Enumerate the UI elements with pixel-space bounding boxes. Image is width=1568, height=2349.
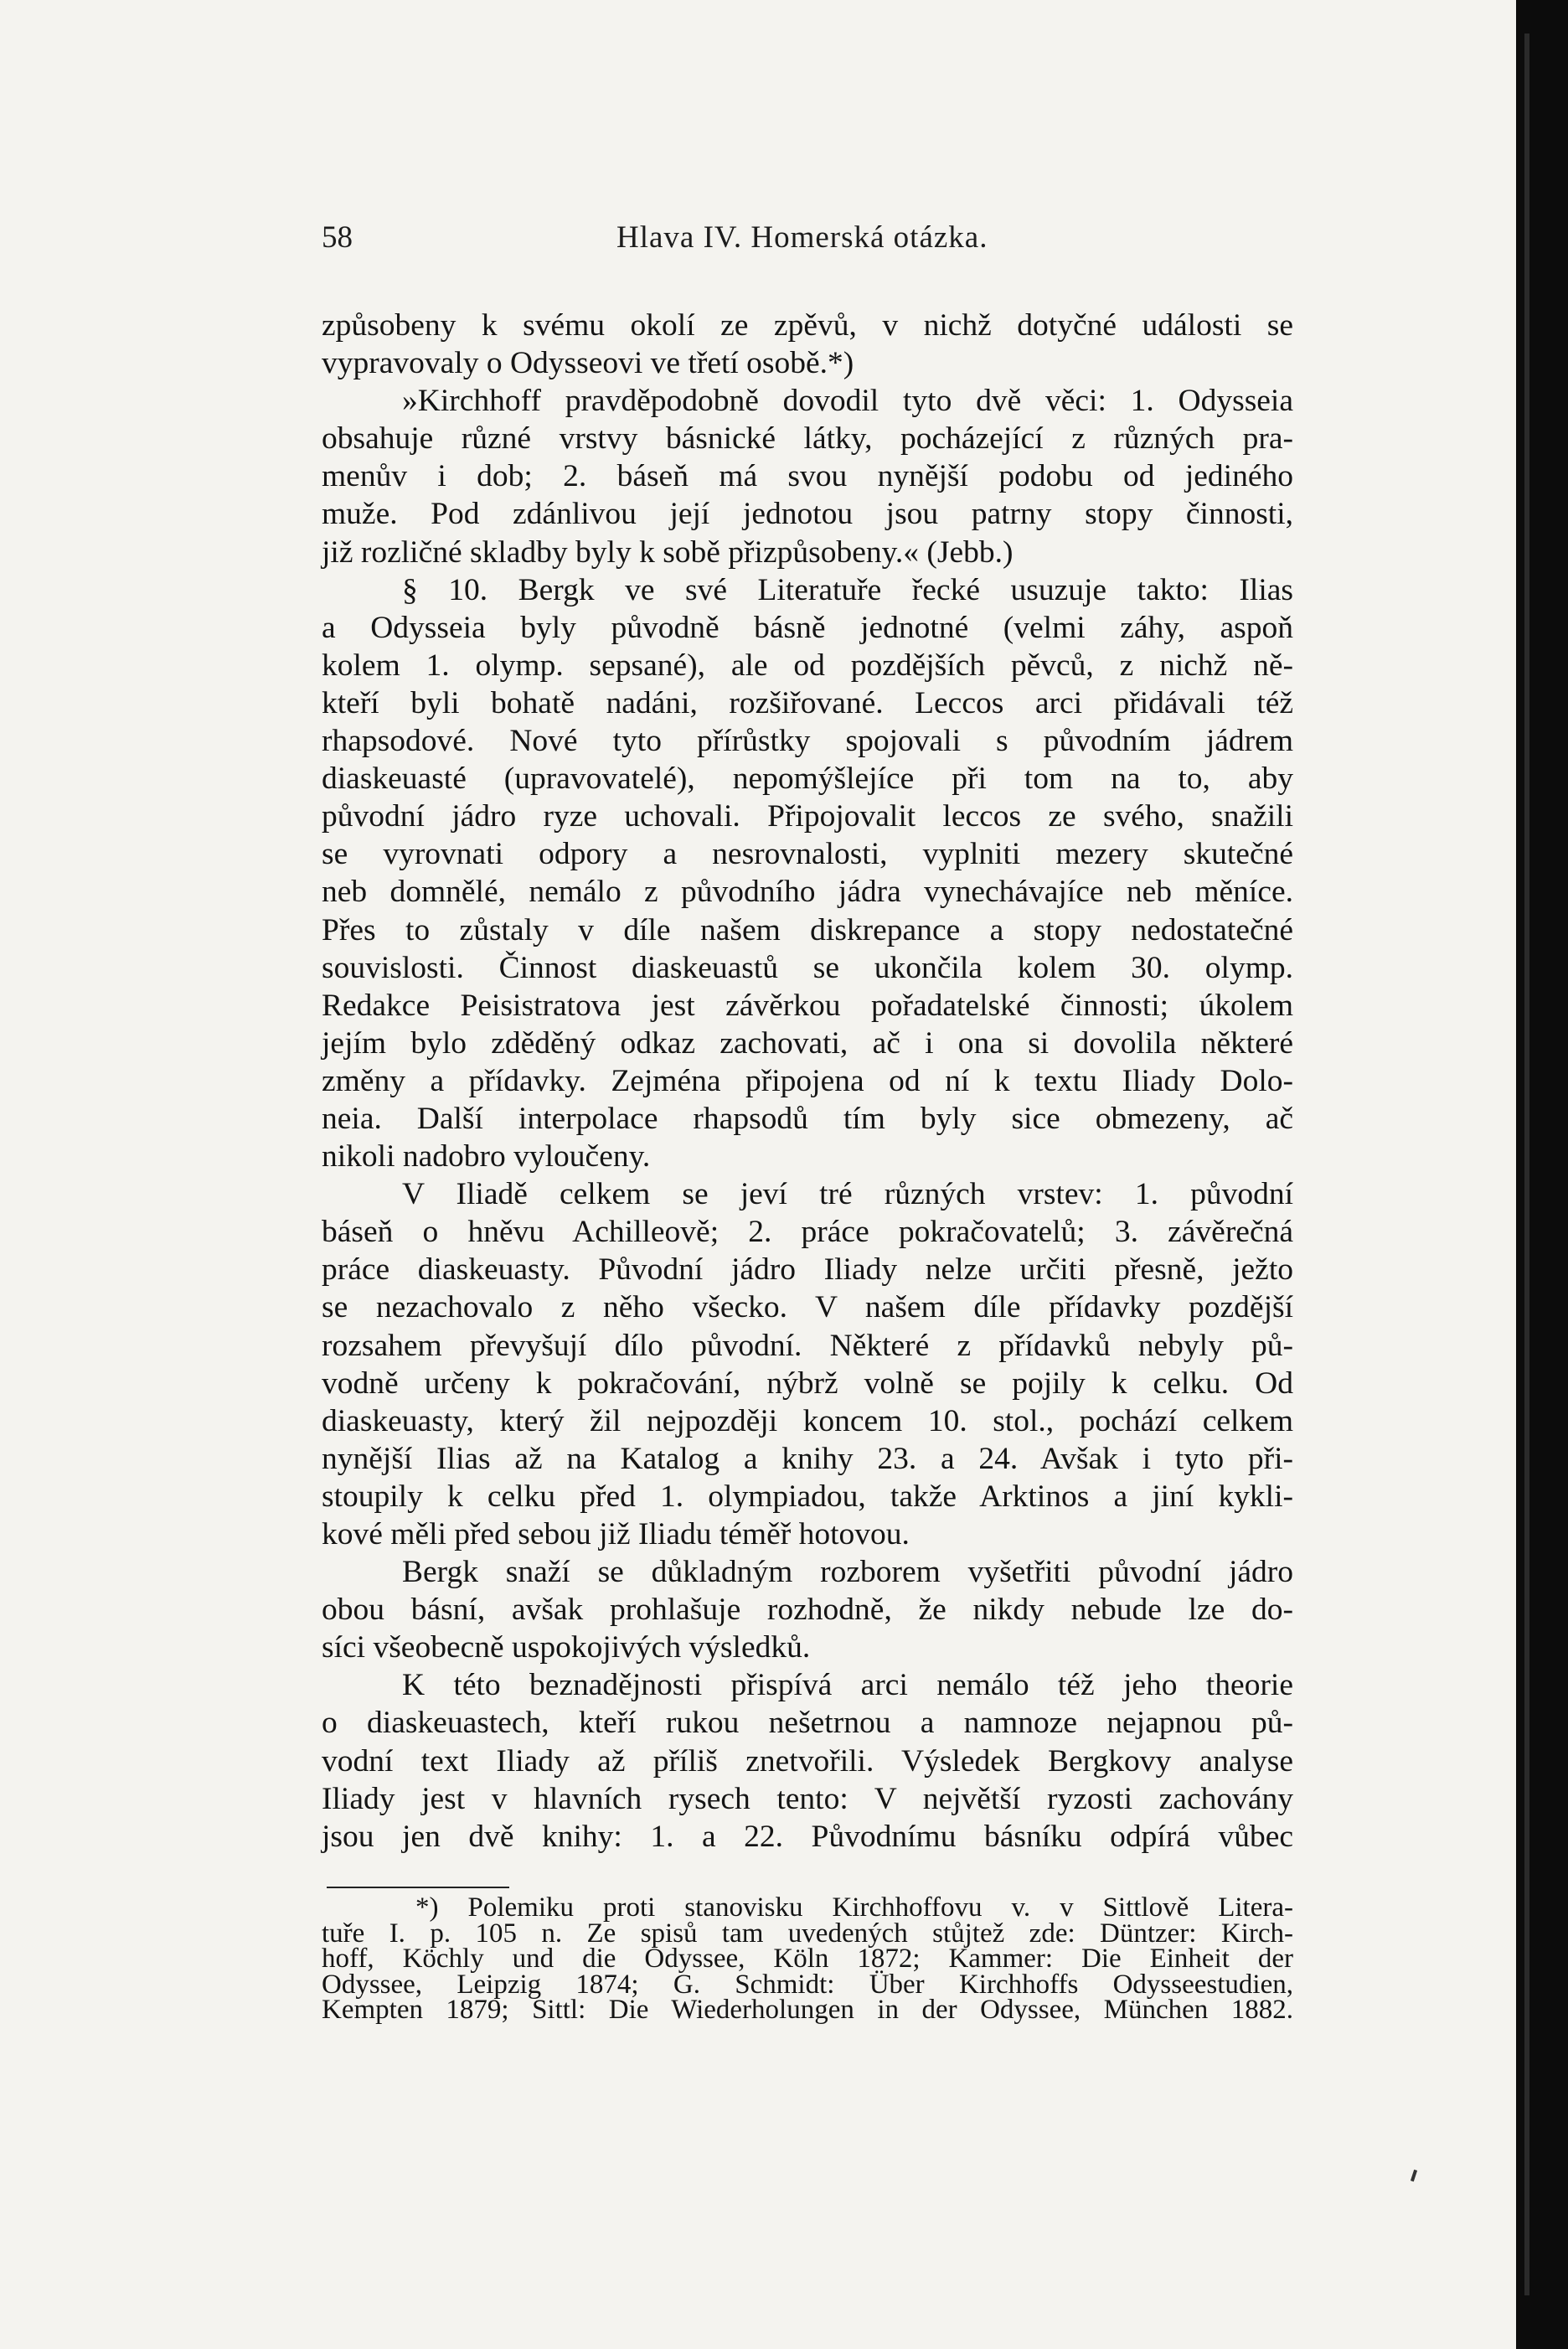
text-line: Bergk snaží se důkladným rozborem vyšetřiti původní jádro [402,1555,1293,1590]
text-line: vypravovaly o Odysseovi ve třetí osobě.*) [322,346,854,381]
text-line: způsobeny k svému okolí ze zpěvů, v nichž dotyčné události se [322,308,1293,343]
footnote-line: *) Polemiku proti stanovisku Kirchhoffovu v. v Sittlově Litera- [415,1892,1293,1923]
page-number: 58 [322,220,353,255]
text-line: a Odysseia byly původně básně jednotné (velmi záhy, aspoň [322,610,1293,645]
chapter-title: Hlava IV. Homerská otázka. [616,220,988,255]
text-line: rozsahem převyšují dílo původní. Některé z přídavků nebyly pů- [322,1328,1293,1363]
text-line: již rozličné skladby byly k sobě přizpůsobeny.« (Jebb.) [322,534,1014,570]
text-line: obou básní, avšak prohlašuje rozhodně, že nikdy nebude lze do- [322,1593,1293,1628]
text-line: menův i dob; 2. báseň má svou nynější podobu od jediného [322,459,1293,494]
text-line: vodní text Iliady až příliš znetvořili. Výsledek Bergkovy analyse [322,1743,1293,1779]
footnote-divider [327,1887,509,1888]
text-line: Iliady jest v hlavních rysech tento: V největší ryzosti zachovány [322,1781,1293,1816]
scan-edge [1524,34,1529,2295]
body-text [322,307,1293,1856]
text-line: jejím bylo zděděný odkaz zachovati, ač i ona si dovolila některé [322,1025,1293,1061]
footnote-line: Odyssee, Leipzig 1874; G. Schmidt: Über Kirchhoffs Odysseestudien, [322,1969,1293,2000]
text-line: nynější Ilias až na Katalog a knihy 23. a 24. Avšak i tyto při- [322,1441,1293,1476]
text-line: V Iliadě celkem se jeví tré různých vrstev: 1. původní [402,1177,1293,1212]
running-head [322,219,1293,270]
text-line: síci všeobecně uspokojivých výsledků. [322,1630,811,1665]
text-line: souvislosti. Činnost diaskeuastů se ukončila kolem 30. olymp. [322,950,1293,985]
footnote-line: hoff, Köchly und die Odyssee, Köln 1872; Kammer: Die Einheit der [322,1944,1293,1974]
text-line: se vyrovnati odpory a nesrovnalosti, vyplniti mezery skutečné [322,837,1293,872]
text-line: »Kirchhoff pravděpodobně dovodil tyto dvě věci: 1. Odysseia [402,384,1293,419]
ink-speck [1411,2170,1417,2182]
text-line: obsahuje různé vrstvy básnické látky, pocházející z různých pra- [322,421,1293,457]
text-line: Přes to zůstaly v díle našem diskrepance a stopy nedostatečné [322,912,1293,947]
text-line: změny a přídavky. Zejména připojena od ní k textu Iliady Dolo- [322,1063,1293,1098]
text-line: kolem 1. olymp. sepsané), ale od pozdějších pěvců, z nichž ně- [322,648,1293,683]
text-line: diaskeuasty, který žil nejpozději koncem 10. stol., pochází celkem [322,1403,1293,1438]
footnote-line: Kempten 1879; Sittl: Die Wiederholungen in der Odyssee, München 1882. [322,1995,1293,2025]
footnotes [322,1892,1293,2025]
text-line: Redakce Peisistratova jest závěrkou pořadatelské činnosti; úkolem [322,988,1293,1023]
text-line: stoupily k celku před 1. olympiadou, takže Arktinos a jiní kykli- [322,1479,1293,1514]
text-line: rhapsodové. Nové tyto přírůstky spojovali s původním jádrem [322,724,1293,759]
text-line: neia. Další interpolace rhapsodů tím byly sice obmezeny, ač [322,1101,1293,1136]
text-line: diaskeuasté (upravovatelé), nepomýšlejíce při tom na to, aby [322,761,1293,797]
text-line: báseň o hněvu Achilleově; 2. práce pokračovatelů; 3. závěrečná [322,1215,1293,1250]
text-line: práce diaskeuasty. Původní jádro Iliady nelze určiti přesně, ježto [322,1252,1293,1288]
text-line: K této beznadějnosti přispívá arci nemálo též jeho theorie [402,1668,1293,1703]
text-line: kteří byli bohatě nadáni, rozšiřované. Leccos arci přidávali též [322,685,1293,720]
text-line: nikoli nadobro vyloučeny. [322,1139,651,1174]
text-line: muže. Pod zdánlivou její jednotou jsou patrny stopy činnosti, [322,497,1293,532]
text-line: původní jádro ryze uchovali. Připojovalit leccos ze svého, snažili [322,799,1293,834]
footnote-line: tuře I. p. 105 n. Ze spisů tam uvedených stůjtež zde: Düntzer: Kirch- [322,1918,1293,1949]
text-line: vodně určeny k pokračování, nýbrž volně se pojily k celku. Od [322,1366,1293,1401]
text-line: se nezachovalo z něho všecko. V našem díle přídavky pozdější [322,1290,1293,1325]
text-line: jsou jen dvě knihy: 1. a 22. Původnímu básníku odpírá vůbec [322,1819,1293,1854]
text-line: o diaskeuastech, kteří rukou nešetrnou a namnoze nejapnou pů- [322,1706,1293,1741]
text-line: kové měli před sebou již Iliadu téměř hotovou. [322,1517,910,1551]
section-heading-line: § 10. Bergk ve své Literatuře řecké usuzuje takto: Ilias [402,572,1293,607]
text-line: neb domnělé, nemálo z původního jádra vynechávajíce neb měníce. [322,875,1293,910]
